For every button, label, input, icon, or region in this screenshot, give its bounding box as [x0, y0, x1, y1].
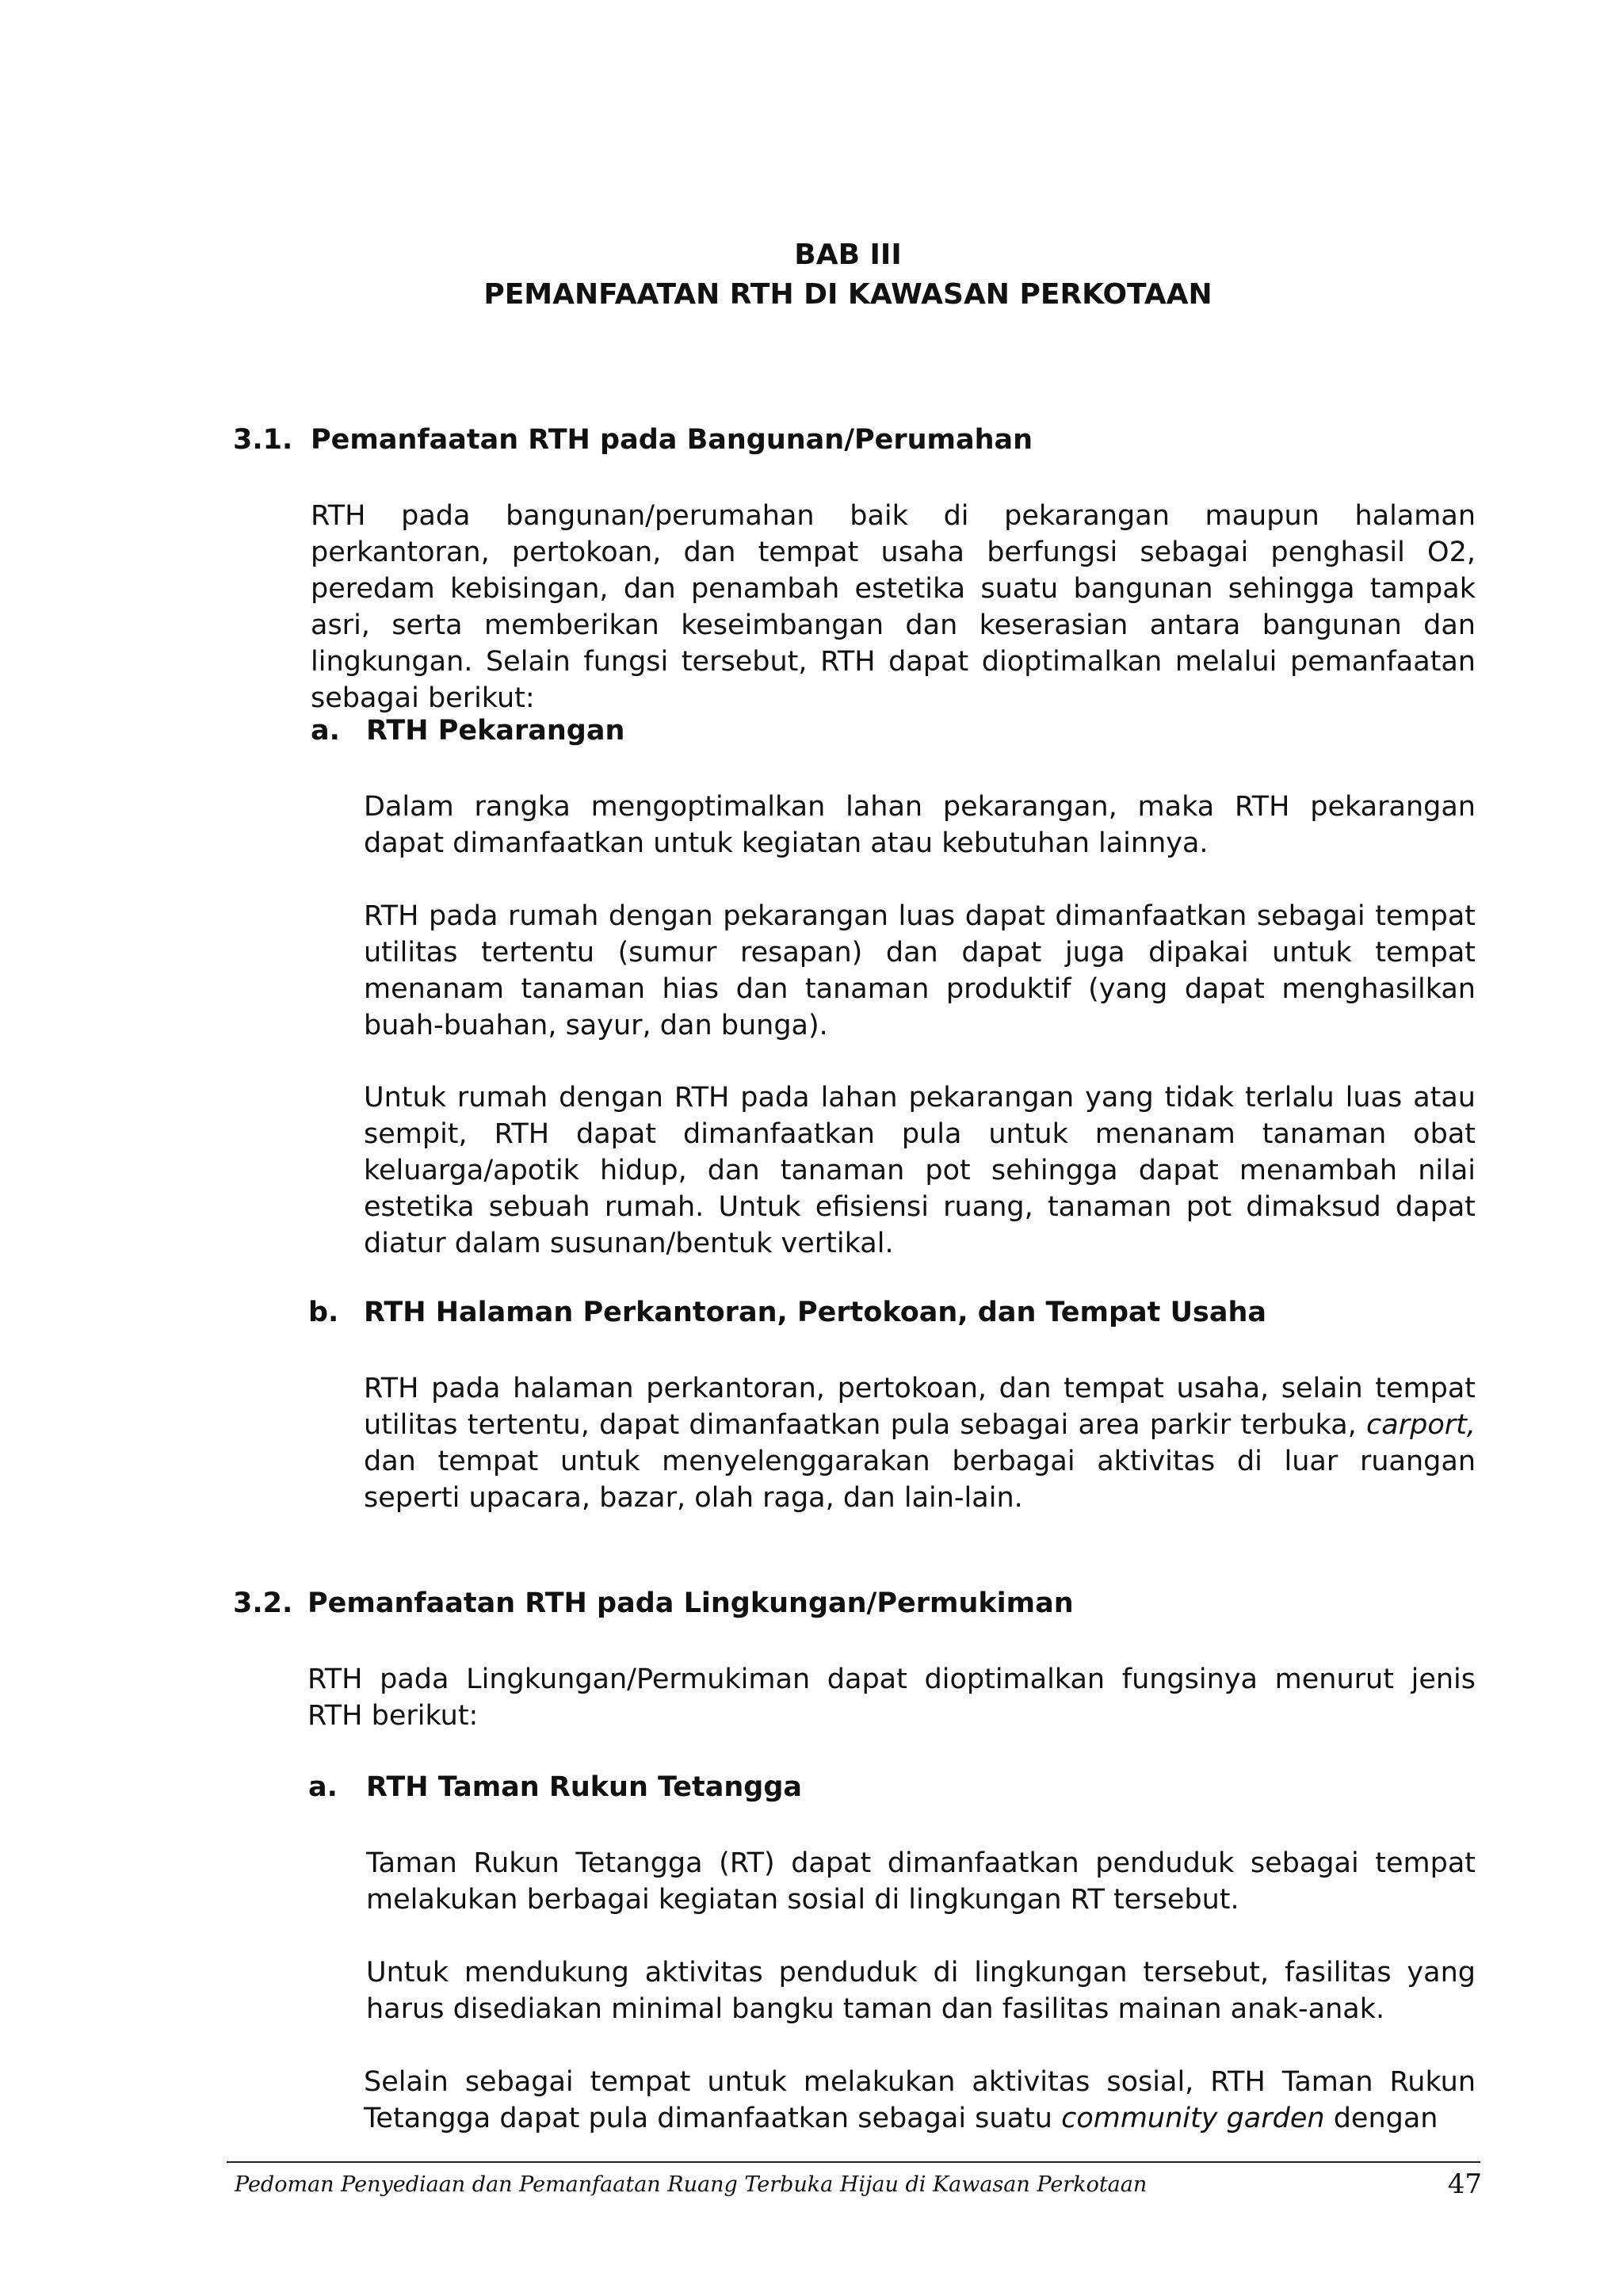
section-intro-paragraph: RTH pada Lingkungan/Permukiman dapat dioptimalkan fungsinya menurut jenis RTH berikut: — [307, 1664, 1476, 1732]
chapter-number: BAB III — [794, 239, 902, 271]
section-title: Pemanfaatan RTH pada Bangunan/Perumahan — [311, 424, 1033, 456]
italic-term: community garden — [1061, 2103, 1325, 2134]
section-title: Pemanfaatan RTH pada Lingkungan/Permukiman — [307, 1587, 1074, 1619]
item-paragraph: Untuk rumah dengan RTH pada lahan pekarangan yang tidak terlalu luas atau sempit, RTH dapat dimanfaatkan pula untuk menanam tanaman obat keluarga/apotik hidup, dan tanaman pot sehingga dapat menambah nilai estetika sebuah rumah. Untuk efisiensi ruang, tanaman pot dimaksud dapat diatur dalam susunan/bentuk vertikal. — [364, 1082, 1476, 1259]
text-run: RTH pada halaman perkantoran, pertokoan, dan tempat usaha, selain tempat utilitas tertentu, dapat dimanfaatkan pula sebagai area parkir terbuka, — [364, 1373, 1476, 1441]
item-title: RTH Taman Rukun Tetangga — [366, 1771, 803, 1803]
page-number: 47 — [1447, 2168, 1482, 2200]
section-number: 3.1. — [233, 424, 293, 456]
item-letter: a. — [308, 1771, 338, 1803]
text-run: dengan — [1333, 2103, 1438, 2134]
section-intro-paragraph: RTH pada bangunan/perumahan baik di pekarangan maupun halaman perkantoran, pertokoan, dan tempat usaha berfungsi sebagai penghasil O2, peredam kebisingan, dan penambah estetika suatu bangunan sehingga tampak asri, serta memberikan keseimbangan dan keserasian antara bangunan dan lingkungan. Selain fungsi tersebut, RTH dapat dioptimalkan melalui pemanfaatan sebagai berikut: — [311, 500, 1476, 714]
item-title: RTH Halaman Perkantoran, Pertokoan, dan Tempat Usaha — [364, 1297, 1266, 1328]
footer-title: Pedoman Penyediaan dan Pemanfaatan Ruang Terbuka Hijau di Kawasan Perkotaan — [235, 2172, 1148, 2197]
item-title: RTH Pekarangan — [366, 715, 625, 747]
item-paragraph — [364, 2064, 1476, 2137]
item-letter: b. — [308, 1297, 339, 1328]
item-letter: a. — [311, 715, 340, 747]
item-paragraph: Dalam rangka mengoptimalkan lahan pekarangan, maka RTH pekarangan dapat dimanfaatkan untuk kegiatan atau kebutuhan lainnya. — [364, 791, 1476, 859]
item-paragraph: RTH pada rumah dengan pekarangan luas dapat dimanfaatkan sebagai tempat utilitas tertentu (sumur resapan) dan dapat juga dipakai untuk tempat menanam tanaman hias dan tanaman produktif (yang dapat menghasilkan buah-buahan, sayur, dan bunga). — [364, 900, 1476, 1041]
item-paragraph: Untuk mendukung aktivitas penduduk di lingkungan tersebut, fasilitas yang harus disediakan minimal bangku taman dan fasilitas mainan anak-anak. — [366, 1957, 1476, 2025]
italic-term: carport, — [1366, 1409, 1476, 1441]
footer-divider — [227, 2161, 1480, 2163]
text-run: Selain sebagai tempat untuk melakukan aktivitas sosial, RTH Taman Rukun Tetangga dapat pula dimanfaatkan sebagai suatu — [364, 2066, 1476, 2134]
item-paragraph — [364, 1370, 1476, 1516]
chapter-title: PEMANFAATAN RTH DI KAWASAN PERKOTAAN — [483, 278, 1212, 311]
section-number: 3.2. — [233, 1587, 293, 1619]
item-paragraph: Taman Rukun Tetangga (RT) dapat dimanfaatkan penduduk sebagai tempat melakukan berbagai kegiatan sosial di lingkungan RT tersebut. — [366, 1847, 1476, 1916]
text-run: dan tempat untuk menyelenggarakan berbagai aktivitas di luar ruangan seperti upacara, bazar, olah raga, dan lain-lain. — [364, 1446, 1476, 1514]
